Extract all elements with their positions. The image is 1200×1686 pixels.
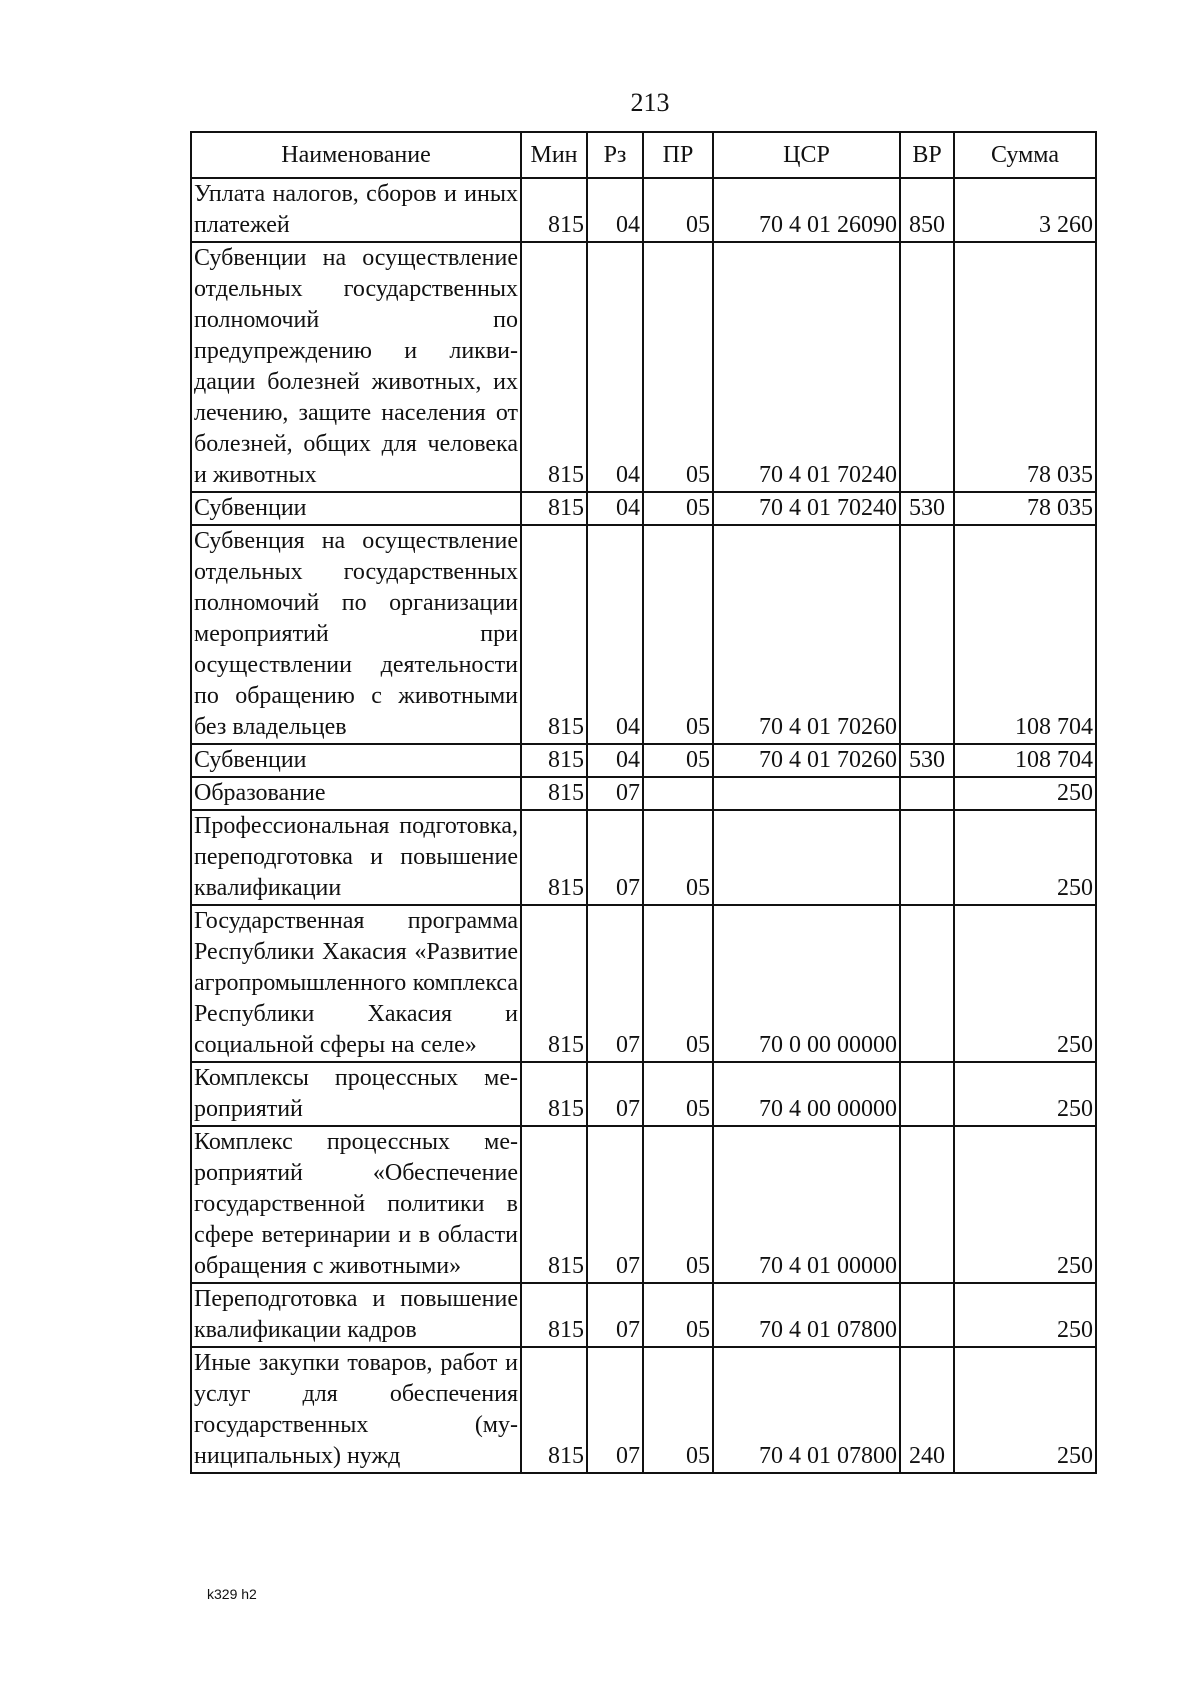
cell-sum: 250 bbox=[954, 1283, 1096, 1347]
cell-rz: 04 bbox=[587, 492, 643, 525]
cell-name: Субвенции bbox=[191, 744, 521, 777]
cell-csr bbox=[713, 777, 900, 810]
cell-sum: 250 bbox=[954, 1062, 1096, 1126]
page-number: 213 bbox=[630, 88, 670, 117]
column-header-vr: ВР bbox=[900, 132, 954, 178]
cell-rz: 07 bbox=[587, 1062, 643, 1126]
cell-name: Переподготовка и повышение квалификации кадров bbox=[191, 1283, 521, 1347]
cell-min: 815 bbox=[521, 525, 587, 744]
cell-sum: 108 704 bbox=[954, 525, 1096, 744]
table-row bbox=[191, 777, 1096, 810]
table-row bbox=[191, 525, 1096, 744]
cell-rz: 04 bbox=[587, 525, 643, 744]
column-header-name: Наименование bbox=[191, 132, 521, 178]
column-header-pr: ПР bbox=[643, 132, 713, 178]
cell-sum: 250 bbox=[954, 1126, 1096, 1283]
cell-pr: 05 bbox=[643, 242, 713, 492]
cell-pr: 05 bbox=[643, 744, 713, 777]
cell-vr bbox=[900, 242, 954, 492]
table-row bbox=[191, 492, 1096, 525]
column-header-min: Мин bbox=[521, 132, 587, 178]
cell-sum: 250 bbox=[954, 777, 1096, 810]
cell-min: 815 bbox=[521, 1283, 587, 1347]
table-row bbox=[191, 744, 1096, 777]
table-row bbox=[191, 1126, 1096, 1283]
column-header-csr: ЦСР bbox=[713, 132, 900, 178]
cell-vr bbox=[900, 1283, 954, 1347]
cell-name: Профессиональная подготовка, переподготовка и повышение квалификации bbox=[191, 810, 521, 905]
budget-table bbox=[190, 131, 1097, 1474]
cell-sum: 78 035 bbox=[954, 492, 1096, 525]
cell-csr: 70 4 01 70240 bbox=[713, 492, 900, 525]
cell-name: Субвенции на осуществление отдельных государственных полномочий по предупреждению и ликвидации болезней животных, их лечению, защите населения от болезней, общих для человека и животных bbox=[191, 242, 521, 492]
cell-vr bbox=[900, 777, 954, 810]
cell-name: Субвенция на осуществление отдельных государственных полномочий по организации мероприятий при осуществлении деятельности по обращению с животными без владельцев bbox=[191, 525, 521, 744]
cell-sum: 78 035 bbox=[954, 242, 1096, 492]
cell-vr bbox=[900, 905, 954, 1062]
cell-min: 815 bbox=[521, 1062, 587, 1126]
cell-rz: 07 bbox=[587, 1347, 643, 1473]
cell-min: 815 bbox=[521, 810, 587, 905]
table-row bbox=[191, 1283, 1096, 1347]
table-body bbox=[191, 178, 1096, 1473]
cell-csr: 70 4 01 70260 bbox=[713, 525, 900, 744]
cell-name: Субвенции bbox=[191, 492, 521, 525]
cell-min: 815 bbox=[521, 744, 587, 777]
cell-vr: 530 bbox=[900, 492, 954, 525]
cell-rz: 07 bbox=[587, 1283, 643, 1347]
cell-rz: 04 bbox=[587, 242, 643, 492]
cell-pr: 05 bbox=[643, 1283, 713, 1347]
table-row bbox=[191, 242, 1096, 492]
cell-sum: 250 bbox=[954, 810, 1096, 905]
cell-rz: 04 bbox=[587, 744, 643, 777]
cell-csr: 70 0 00 00000 bbox=[713, 905, 900, 1062]
cell-name: Образование bbox=[191, 777, 521, 810]
cell-csr: 70 4 01 07800 bbox=[713, 1347, 900, 1473]
cell-pr: 05 bbox=[643, 1347, 713, 1473]
cell-csr bbox=[713, 810, 900, 905]
table-row bbox=[191, 810, 1096, 905]
cell-vr: 240 bbox=[900, 1347, 954, 1473]
cell-rz: 07 bbox=[587, 905, 643, 1062]
cell-pr bbox=[643, 777, 713, 810]
cell-min: 815 bbox=[521, 492, 587, 525]
cell-rz: 07 bbox=[587, 777, 643, 810]
cell-pr: 05 bbox=[643, 905, 713, 1062]
cell-min: 815 bbox=[521, 242, 587, 492]
cell-pr: 05 bbox=[643, 810, 713, 905]
table-row bbox=[191, 905, 1096, 1062]
header-row bbox=[191, 132, 1096, 178]
cell-min: 815 bbox=[521, 905, 587, 1062]
column-header-sum: Сумма bbox=[954, 132, 1096, 178]
cell-name: Государственная программа Республики Хакасия «Развитие агропромышленного комплекса Республики Хакасия и социальной сферы на селе» bbox=[191, 905, 521, 1062]
cell-min: 815 bbox=[521, 178, 587, 242]
cell-vr bbox=[900, 1126, 954, 1283]
cell-sum: 250 bbox=[954, 1347, 1096, 1473]
cell-pr: 05 bbox=[643, 525, 713, 744]
cell-csr: 70 4 01 07800 bbox=[713, 1283, 900, 1347]
cell-min: 815 bbox=[521, 1347, 587, 1473]
cell-rz: 07 bbox=[587, 810, 643, 905]
table-row bbox=[191, 178, 1096, 242]
cell-min: 815 bbox=[521, 1126, 587, 1283]
cell-name: Уплата налогов, сборов и иных платежей bbox=[191, 178, 521, 242]
cell-pr: 05 bbox=[643, 178, 713, 242]
cell-vr bbox=[900, 810, 954, 905]
table-row bbox=[191, 1347, 1096, 1473]
cell-pr: 05 bbox=[643, 1126, 713, 1283]
cell-vr: 850 bbox=[900, 178, 954, 242]
cell-pr: 05 bbox=[643, 492, 713, 525]
cell-name: Комплексы процессных мероприятий bbox=[191, 1062, 521, 1126]
cell-name: Иные закупки товаров, работ и услуг для обеспечения государственных (муниципальных) нужд bbox=[191, 1347, 521, 1473]
cell-csr: 70 4 01 26090 bbox=[713, 178, 900, 242]
cell-csr: 70 4 01 70260 bbox=[713, 744, 900, 777]
cell-sum: 250 bbox=[954, 905, 1096, 1062]
cell-csr: 70 4 00 00000 bbox=[713, 1062, 900, 1126]
cell-vr: 530 bbox=[900, 744, 954, 777]
table-row bbox=[191, 1062, 1096, 1126]
cell-name: Комплекс процессных мероприятий «Обеспечение государственной политики в сфере ветеринарии и в области обращения с животными» bbox=[191, 1126, 521, 1283]
cell-rz: 07 bbox=[587, 1126, 643, 1283]
cell-sum: 3 260 bbox=[954, 178, 1096, 242]
column-header-rz: Рз bbox=[587, 132, 643, 178]
cell-rz: 04 bbox=[587, 178, 643, 242]
cell-vr bbox=[900, 1062, 954, 1126]
cell-pr: 05 bbox=[643, 1062, 713, 1126]
cell-min: 815 bbox=[521, 777, 587, 810]
cell-csr: 70 4 01 70240 bbox=[713, 242, 900, 492]
footer-code: k329 h2 bbox=[207, 1586, 257, 1602]
cell-csr: 70 4 01 00000 bbox=[713, 1126, 900, 1283]
cell-sum: 108 704 bbox=[954, 744, 1096, 777]
cell-vr bbox=[900, 525, 954, 744]
